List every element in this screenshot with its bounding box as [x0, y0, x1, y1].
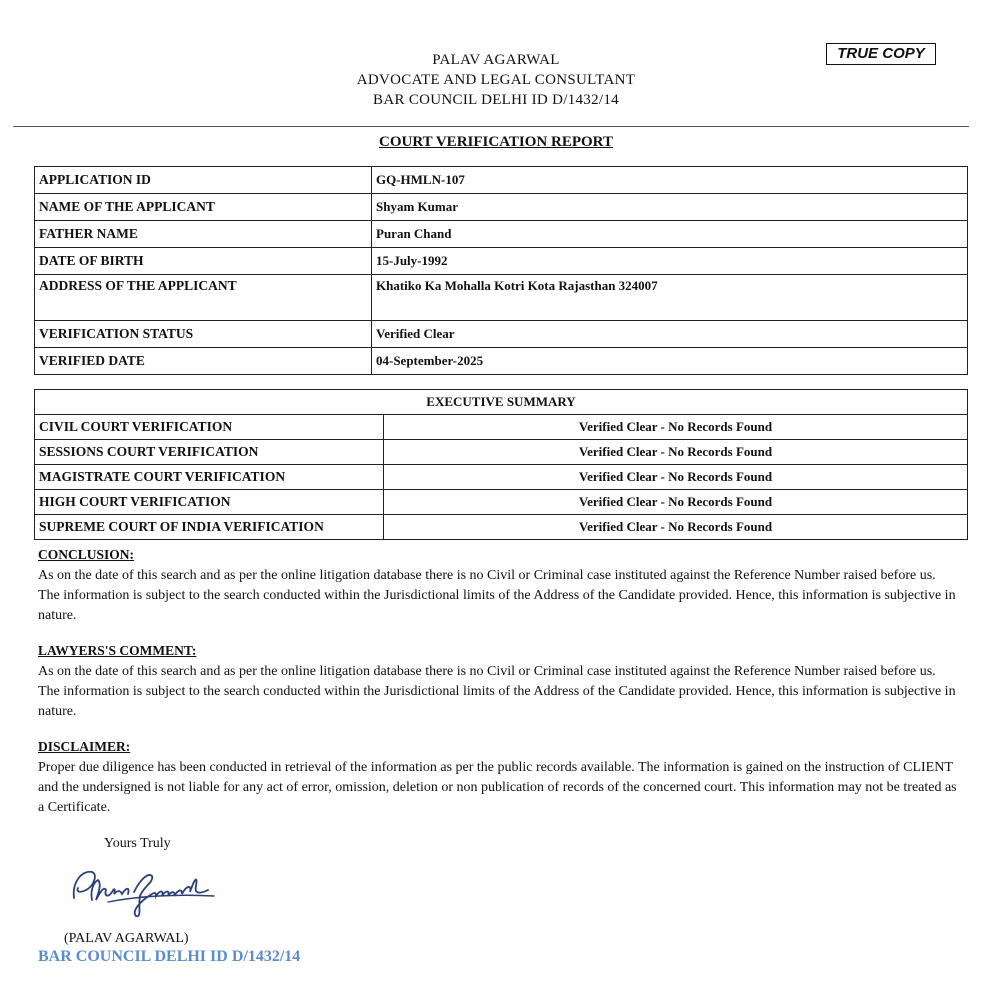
- detail-value: Puran Chand: [372, 221, 968, 248]
- report-title: COURT VERIFICATION REPORT: [379, 134, 613, 150]
- advocate-bar-id: BAR COUNCIL DELHI ID D/1432/14: [373, 92, 619, 108]
- disclaimer-text: Proper due diligence has been conducted in retrieval of the information as per the public records available. The information is gained on the instruction of CLIENT and the undersigned is not liable for any act of error, omission, deletion or non publication of records of the concerned court. This information may not be treated as a Certificate.: [38, 760, 957, 815]
- conclusion-heading: CONCLUSION:: [38, 547, 135, 562]
- table-row: [35, 167, 968, 194]
- detail-label: VERIFIED DATE: [35, 348, 372, 375]
- detail-value: Verified Clear: [372, 321, 968, 348]
- conclusion-text: As on the date of this search and as per the online litigation database there is no Civil or Criminal case instituted against the Reference Number raised before us. The information is subject to the search conducted within the Jurisdictional limits of the Address of the Candidate provided. Hence, this information is subjective in nature.: [38, 568, 956, 623]
- table-row: [35, 221, 968, 248]
- lawyers-comment-section: [38, 641, 958, 722]
- true-copy-stamp: TRUE COPY: [826, 43, 936, 65]
- disclaimer-heading: DISCLAIMER:: [38, 739, 131, 754]
- table-row: [35, 415, 968, 440]
- summary-label: MAGISTRATE COURT VERIFICATION: [35, 465, 384, 490]
- summary-heading: EXECUTIVE SUMMARY: [35, 390, 968, 415]
- table-row: [35, 515, 968, 540]
- table-header-row: [35, 390, 968, 415]
- table-row: [35, 490, 968, 515]
- signatory-bar-id: BAR COUNCIL DELHI ID D/1432/14: [38, 948, 301, 965]
- summary-label: SESSIONS COURT VERIFICATION: [35, 440, 384, 465]
- table-row: [35, 194, 968, 221]
- detail-label: VERIFICATION STATUS: [35, 321, 372, 348]
- signatory-name: (PALAV AGARWAL): [64, 931, 189, 946]
- summary-label: HIGH COURT VERIFICATION: [35, 490, 384, 515]
- detail-value: 04-September-2025: [372, 348, 968, 375]
- detail-label: APPLICATION ID: [35, 167, 372, 194]
- table-row: [35, 440, 968, 465]
- advocate-name: PALAV AGARWAL: [432, 52, 560, 68]
- detail-label: NAME OF THE APPLICANT: [35, 194, 372, 221]
- table-row: [35, 348, 968, 375]
- summary-label: CIVIL COURT VERIFICATION: [35, 415, 384, 440]
- conclusion-section: [38, 545, 958, 626]
- summary-label: SUPREME COURT OF INDIA VERIFICATION: [35, 515, 384, 540]
- table-row: [35, 275, 968, 321]
- detail-value: Shyam Kumar: [372, 194, 968, 221]
- summary-value: Verified Clear - No Records Found: [384, 465, 968, 490]
- table-row: [35, 465, 968, 490]
- table-row: [35, 321, 968, 348]
- header-divider: [13, 126, 969, 127]
- detail-label: DATE OF BIRTH: [35, 248, 372, 275]
- summary-value: Verified Clear - No Records Found: [384, 515, 968, 540]
- closing-salutation: Yours Truly: [104, 836, 171, 851]
- lawyers-comment-heading: LAWYERS'S COMMENT:: [38, 643, 197, 658]
- executive-summary-table: [34, 389, 968, 540]
- table-row: [35, 248, 968, 275]
- disclaimer-section: [38, 737, 958, 818]
- summary-value: Verified Clear - No Records Found: [384, 440, 968, 465]
- advocate-designation: ADVOCATE AND LEGAL CONSULTANT: [356, 72, 636, 88]
- detail-value: Khatiko Ka Mohalla Kotri Kota Rajasthan 324007: [372, 275, 968, 321]
- detail-label: FATHER NAME: [35, 221, 372, 248]
- detail-value: 15-July-1992: [372, 248, 968, 275]
- detail-value: GQ-HMLN-107: [372, 167, 968, 194]
- handwritten-signature: [68, 860, 228, 922]
- detail-label: ADDRESS OF THE APPLICANT: [35, 275, 372, 321]
- summary-value: Verified Clear - No Records Found: [384, 415, 968, 440]
- applicant-details-table: [34, 166, 968, 375]
- lawyers-comment-text: As on the date of this search and as per the online litigation database there is no Civil or Criminal case instituted against the Reference Number raised before us. The information is subject to the search conducted within the Jurisdictional limits of the Address of the Candidate provided. Hence, this information is subjective in nature.: [38, 664, 956, 719]
- summary-value: Verified Clear - No Records Found: [384, 490, 968, 515]
